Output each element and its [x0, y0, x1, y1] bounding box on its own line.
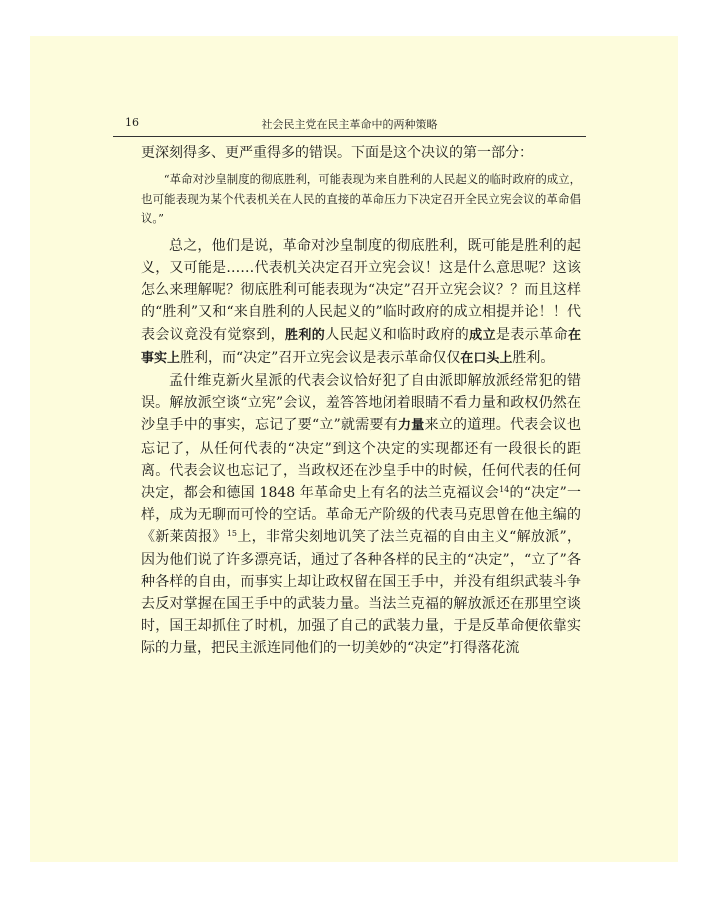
paragraph-2-text-1: 孟什维克新火星派的代表会议恰好犯了自由派即解放派经常犯的错误。解放派空谈“立宪”会议，羞答答地闭着眼睛不看力量和政权仍然在沙皇手中的事实，忘记了要“立”就需要有: [141, 372, 581, 434]
paragraph-1-bold-4: 在口头上: [460, 350, 513, 366]
paragraph-1-bold-1: 胜利的: [284, 327, 326, 343]
running-title: 社会民主党在民主革命中的两种策略: [261, 118, 438, 131]
paragraph-2-bold-1: 力量: [398, 418, 425, 434]
footnote-ref-14[interactable]: 14: [499, 484, 510, 494]
paragraph-2-text-3: 的“决定”一样，成为无聊而可怜的空话。革命无产阶级的代表马克思曾在他主编的《新莱茵报》: [141, 484, 581, 546]
paragraph-2-text-4: 上，非常尖刻地讥笑了法兰克福的自由主义“解放派”，因为他们说了许多漂亮话，通过了各种各样的民主的“决定”，“立了”各种各样的自由，而事实上却让政权留在国王手中，并没有组织武装斗争去反对掌握在国王手中的武装力量。当法兰克福的解放派还在那里空谈时，国王却抓住了时机，加强了自己的武装力量，于是反革命便依靠实际的力量，把民主派连同他们的一切美妙的“决定”打得落花流: [141, 529, 581, 657]
paragraph-1-text-3: 是表示革命: [495, 326, 568, 343]
quoted-resolution: “革命对沙皇制度的彻底胜利，可能表现为来自胜利的人民起义的临时政府的成立，也可能表现为某个代表机关在人民的直接的革命压力下决定召开全民立宪会议的革命倡议。”: [141, 172, 581, 226]
paragraph-1-text-4: 胜利，而“决定”召开立宪会议是表示革命仅仅: [180, 349, 461, 366]
paragraph-1-bold-2: 成立: [469, 327, 496, 343]
page-header: [113, 112, 586, 137]
page-body: [141, 142, 581, 660]
page-number: 16: [125, 116, 139, 129]
footnote-ref-15[interactable]: 15: [226, 529, 238, 539]
lead-paragraph: 更深刻得多、更严重得多的错误。下面是这个决议的第一部分：: [141, 145, 533, 161]
paragraph-1: [141, 235, 581, 370]
paragraph-1-bold-3: 在事实上: [141, 327, 581, 366]
paragraph-2-text-2: 来立的道理。代表会议也忘记了，从任何代表的“决定”到这个决定的实现都还有一段很长的距离。代表会议也忘记了，当政权还在沙皇手中的时候，任何代表的任何决定，都会和德国 1848 年革命史上有名的法兰克福议会: [141, 417, 581, 501]
paragraph-1-text-1: 总之，他们是说，革命对沙皇制度的彻底胜利，既可能是胜利的起义，又可能是……代表机关决定召开立宪会议！这是什么意思呢？这该怎么来理解呢？彻底胜利可能表现为“决定”召开立宪会议？？而且这样的“胜利”又和“来自胜利的人民起义的”临时政府的成立相提并论！！代表会议竟没有觉察到，: [141, 237, 581, 343]
paragraph-1-text-5: 胜利。: [512, 349, 555, 366]
paragraph-2: [141, 370, 581, 660]
paragraph-1-text-2: 人民起义和临时政府的: [325, 326, 470, 343]
